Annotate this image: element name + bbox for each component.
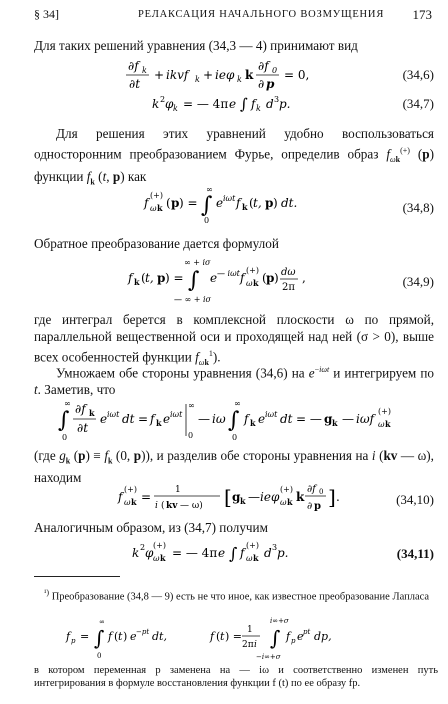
svg-text:k: k [296,490,305,504]
svg-text:φ: φ [165,97,174,111]
svg-text:p: p [266,271,275,285]
equation-34-9 [126,256,326,304]
svg-text:ω: ω [280,498,287,507]
svg-text:t,: t, [253,196,262,210]
svg-text:∞: ∞ [188,401,195,410]
svg-text:ω: ω [378,420,385,429]
svg-text:— iωt: — iωt [217,269,240,278]
svg-text:= 0,: = 0, [284,68,310,82]
svg-text:(+): (+) [150,191,163,200]
svg-text:∂: ∂ [258,77,265,91]
svg-text:f: f [210,630,215,643]
svg-text:e: e [297,630,304,643]
svg-text:i: i [254,640,257,650]
svg-text:dt: dt [280,412,293,426]
equation-34-8 [142,184,342,226]
svg-text:f: f [128,271,133,285]
equation-34-7 [150,93,310,115]
svg-text:0: 0 [62,433,68,442]
svg-text:dt,: dt, [152,630,167,643]
svg-text:∫: ∫ [229,544,238,563]
svg-text:—: — [198,412,210,426]
svg-text:dt.: dt. [281,196,298,210]
svg-text:— ∞ + iσ: — ∞ + iσ [174,295,212,304]
svg-text:ieφ: ieφ [215,68,235,82]
svg-text:k: k [156,418,162,428]
svg-text:f: f [244,412,249,426]
svg-text:k: k [132,546,140,560]
svg-text:t: t [220,630,225,643]
svg-text:2π: 2π [242,640,254,650]
svg-text:k: k [245,68,254,82]
svg-text:k: k [131,497,137,507]
page-number: 173 [412,7,432,22]
svg-text:k: k [152,97,160,111]
svg-text:(: ( [216,630,221,643]
svg-text:t,: t, [145,271,154,285]
svg-text:ω: ω [246,554,253,563]
svg-text:(+): (+) [124,485,137,494]
svg-text:f: f [118,490,123,504]
svg-text:∞: ∞ [234,399,241,408]
svg-text:k: k [253,278,259,288]
svg-text:= —: = — [296,412,322,426]
svg-text:,: , [302,271,306,285]
running-title: РЕЛАКСАЦИЯ НАЧАЛЬНОГО ВОЗМУЩЕНИЯ [138,9,385,20]
svg-text:i∞+σ: i∞+σ [270,617,289,625]
svg-text:k: k [237,75,242,84]
svg-text:pt: pt [303,628,311,636]
svg-text:k: k [253,553,259,563]
svg-text:+: + [154,68,165,82]
svg-text:p.: p. [277,546,289,560]
svg-text:): ) [274,271,279,285]
svg-text:f: f [66,630,71,643]
svg-text:0: 0 [232,433,238,442]
svg-text:2π: 2π [282,282,295,293]
paragraph-fourier: Для решения этих уравнений удобно воспользоваться односторонним преобразованием Фурье, определив образ $f_{\omega k}^{(+)}$ (p) функции $f_k$ (t, p) как [34,126,434,187]
svg-text:p: p [265,196,274,210]
svg-text:p.: p. [279,97,291,111]
paragraph-multiply: Умножаем обе стороны уравнения (34,6) на $e^{-i\omega t}$ и интегрируем по t. Заметив, что [34,365,434,398]
svg-text:f: f [236,196,241,210]
svg-text:e: e [258,412,266,426]
svg-text:k: k [385,419,391,429]
svg-text:t: t [118,630,123,643]
svg-text:(+): (+) [280,485,293,494]
svg-text:0: 0 [319,488,324,496]
svg-text:(: ( [141,271,146,285]
eq-number-34-8: (34,8) [402,200,434,215]
svg-text:= — 4π: = — 4π [172,546,218,560]
svg-text:=: = [80,630,90,643]
svg-text:) =: ) = [225,630,243,643]
svg-text:∫: ∫ [240,95,248,113]
svg-text:∫: ∫ [270,626,281,650]
svg-text:k: k [332,418,338,428]
equation-34-6 [124,58,324,92]
svg-text:ω: ω [153,554,160,563]
svg-text:∫: ∫ [228,408,240,433]
svg-text:k: k [242,202,248,212]
svg-text:ikvf: ikvf [166,68,189,82]
svg-text:.: . [336,490,340,504]
svg-text:k: k [134,277,140,287]
svg-text:—: — [248,490,260,504]
svg-text:0: 0 [188,431,194,440]
svg-text:∂f: ∂f [128,59,139,73]
svg-text:1: 1 [247,625,253,635]
eq-number-34-11: (34,11) [396,546,434,561]
svg-text:) =: ) = [179,196,198,210]
svg-text:p: p [157,271,166,285]
svg-text:d: d [266,97,274,111]
svg-text:(+): (+) [246,541,259,550]
svg-text:∫: ∫ [58,408,70,433]
paragraph-intro: Для таких решений уравнения (34,3 — 4) принимают вид [34,38,358,53]
svg-text:−pt: −pt [136,628,150,636]
eq-number-34-7: (34,7) [402,96,434,111]
svg-text:∂f: ∂f [258,59,269,73]
svg-text:k: k [287,497,293,507]
svg-text:ω: ω [124,498,131,507]
paragraph-divide: (где $g_k$ $(p) \equiv f_k$ (0, p)), и разделив обе стороны уравнения на i (kv — ω), находим [34,448,434,486]
svg-text:iω: iω [212,412,226,426]
svg-text:∞ + iσ: ∞ + iσ [184,258,211,267]
svg-text:f: f [251,97,256,111]
footnote-laplace-formula [64,614,394,662]
svg-text:∂f: ∂f [75,402,86,416]
svg-text:k: k [160,553,166,563]
svg-text:k: k [256,104,261,113]
footnote-mark: ¹) [44,588,50,597]
svg-text:p: p [291,637,296,645]
svg-text:=: = [138,412,149,426]
svg-text:= — 4π: = — 4π [183,97,229,111]
svg-text:f: f [144,196,149,210]
equation-integration-by-parts [54,396,432,442]
svg-text:iωt: iωt [170,410,183,419]
svg-text:f: f [150,412,155,426]
svg-text:p: p [266,77,275,91]
svg-text:=: = [141,490,152,504]
svg-text:1: 1 [175,485,181,495]
svg-text:(: ( [114,630,119,643]
svg-text:dp,: dp, [314,630,332,643]
svg-text:p: p [71,637,76,645]
svg-text:∂t: ∂t [77,421,89,435]
svg-text:k: k [250,418,256,428]
svg-text:k: k [173,104,178,113]
svg-text:iωt: iωt [107,410,120,419]
svg-text:(+): (+) [378,407,391,416]
svg-text:∫: ∫ [188,268,200,293]
svg-text:3: 3 [274,95,280,104]
eq-number-34-10: (34,10) [396,492,434,507]
svg-text:f: f [240,271,245,285]
svg-text:e: e [218,546,226,560]
svg-text:p: p [314,501,321,512]
svg-text:(: ( [166,196,171,210]
svg-text:): ) [123,630,128,643]
svg-text:e: e [130,630,137,643]
svg-text:k: k [142,66,147,75]
svg-text:0: 0 [272,66,278,75]
svg-text:k: k [89,408,95,418]
svg-text:— ω): — ω) [180,501,203,511]
svg-text:g: g [232,490,241,504]
svg-text:e: e [100,412,108,426]
svg-text:∞: ∞ [99,618,105,626]
svg-text:−i∞+σ: −i∞+σ [256,653,281,661]
footnote-text-2: в котором переменная p заменена на — iω и соответственно изменен путь интегрирования в формуле восстановления функции f (t) по ее образу fp. [34,665,438,690]
svg-text:k: k [240,496,246,506]
section-marker: § 34] [34,7,59,21]
svg-text:∫: ∫ [94,626,105,650]
svg-text:i: i [155,501,158,511]
svg-text:∂t: ∂t [129,77,141,91]
svg-text:2: 2 [140,543,146,552]
svg-text:(+): (+) [153,541,166,550]
svg-text:∞: ∞ [64,399,71,408]
footnote-text-1: $^{^1)}$ Преобразование (34,8 — 9) есть не что иное, как известное преобразование Лапласа [44,588,430,603]
svg-text:) =: ) = [165,271,184,285]
svg-text:iωt: iωt [265,410,278,419]
svg-text:k: k [157,203,163,213]
svg-text:(: ( [249,196,254,210]
svg-text:∞: ∞ [206,185,213,194]
svg-text:]: ] [328,485,336,509]
svg-text:[: [ [224,485,232,509]
svg-text:d: d [264,546,272,560]
svg-text:∂f: ∂f [307,484,316,495]
svg-text:iωf: iωf [356,412,375,426]
eq-number-34-6: (34,6) [402,67,434,82]
svg-text:+: + [203,68,214,82]
svg-text:f: f [108,630,113,643]
svg-text:ieφ: ieφ [260,490,280,504]
equation-34-10 [116,480,344,516]
svg-text:ω: ω [246,279,253,288]
svg-text:e: e [229,97,237,111]
svg-text:k: k [195,75,200,84]
svg-text:p: p [171,196,180,210]
svg-text:0: 0 [204,216,210,225]
paragraph-contour: где интеграл берется в комплексной плоскости ω по прямой, параллельной вещественной оси и проходящей над ней (σ > 0), выше всех особенностей функции $f_{\omega k}^1$). [34,312,434,367]
svg-text:(: ( [262,271,267,285]
svg-text:∫: ∫ [201,193,213,218]
svg-text:e: e [210,271,218,285]
paragraph-analogous: Аналогичным образом, из (34,7) получим [34,520,268,535]
paragraph-inverse: Обратное преобразование дается формулой [34,236,279,251]
svg-text:∂: ∂ [307,501,313,512]
svg-text:iωt: iωt [223,194,236,203]
svg-text:3: 3 [272,543,278,552]
svg-text:e: e [216,196,224,210]
svg-text:—: — [342,412,354,426]
svg-text:f: f [240,546,245,560]
svg-text:2: 2 [160,95,166,104]
svg-text:e: e [163,412,171,426]
svg-text:kv: kv [166,501,178,511]
footnote-rule [34,576,120,577]
svg-text:(+): (+) [246,266,259,275]
svg-text:): ) [273,196,278,210]
svg-text:ω: ω [150,204,157,213]
svg-text:g: g [324,412,333,426]
eq-number-34-9: (34,9) [402,274,434,289]
svg-text:dω: dω [281,267,296,278]
svg-text:φ: φ [145,546,154,560]
svg-text:0: 0 [97,652,102,660]
svg-text:(: ( [161,501,165,511]
svg-text:dt: dt [122,412,135,426]
equation-34-11 [130,538,330,566]
svg-text:f: f [286,630,291,643]
